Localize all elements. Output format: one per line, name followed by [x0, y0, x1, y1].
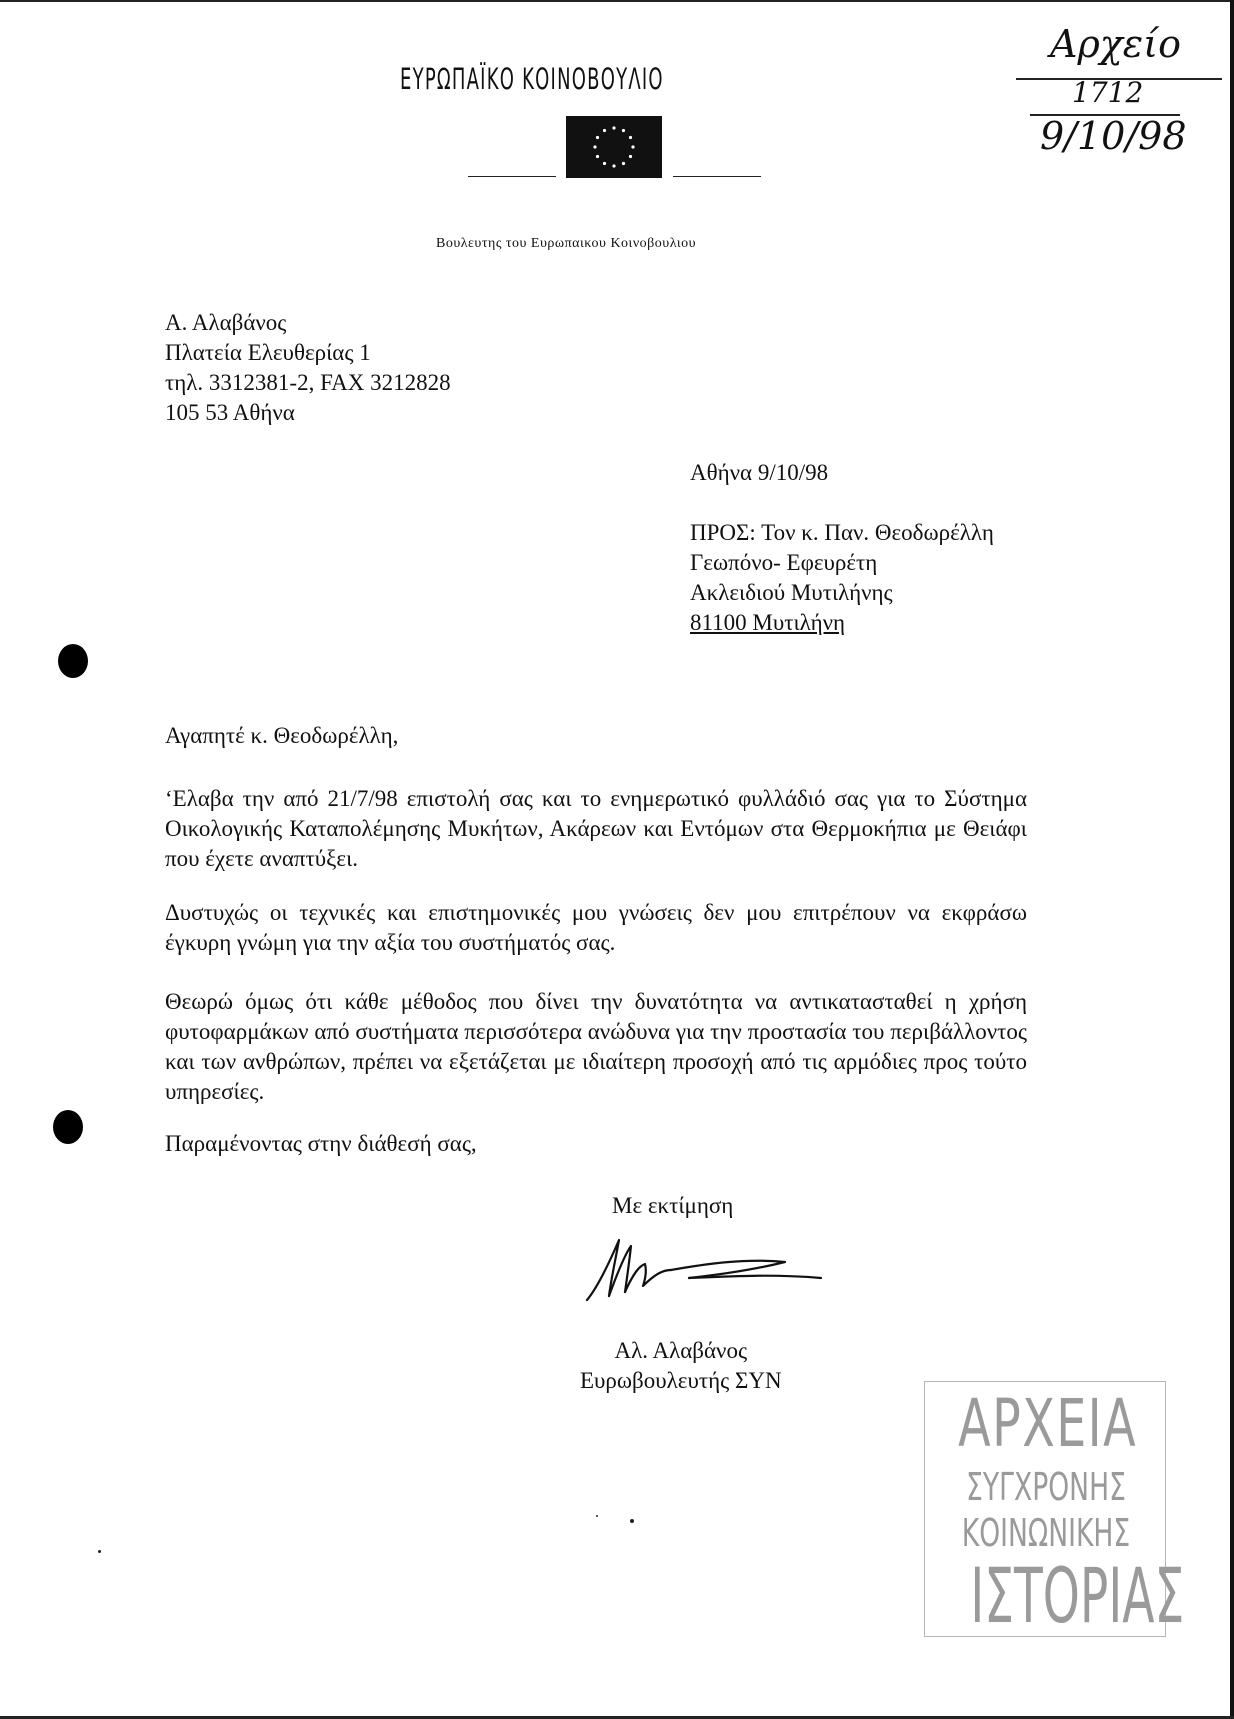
letterhead-subtitle: Βουλευτης του Ευρωπαικου Κοινοβουλιου — [436, 236, 697, 251]
sender-address — [165, 308, 451, 428]
recipient-line: ΠΡΟΣ: Τον κ. Παν. Θεοδωρέλλη — [690, 520, 994, 545]
recipient-line: Γεωπόνο- Εφευρέτη — [690, 550, 878, 575]
signer-block — [580, 1336, 782, 1396]
handwritten-signature — [585, 1228, 835, 1308]
recipient-line: Ακλειδιού Μυτιλήνης — [690, 580, 893, 605]
scan-speck — [630, 1519, 634, 1523]
archive-note-word: Αρχείο — [1050, 22, 1181, 66]
punch-hole — [53, 1110, 83, 1144]
letter-date: Αθήνα 9/10/98 — [690, 460, 829, 485]
body-paragraph: ‘Ελαβα την από 21/7/98 επιστολή σας και το ενημερωτικό φυλλάδιό σας για το Σύστημα Οικολογικής Καταπολέμησης Μυκήτων, Ακάρεων και Εντόμων στα Θερμοκήπια με Θειάφι που έχετε αναπτύξει. — [165, 786, 1027, 871]
recipient-postal-line: 81100 Μυτιλήνη — [690, 610, 846, 635]
eu-flag-icon — [566, 116, 662, 178]
handwritten-archive-note — [1010, 22, 1220, 162]
letterhead-institution: ΕΥΡΩΠΑΪΚΟ ΚΟΙΝΟΒΟΥΛΙΟ — [400, 62, 664, 96]
sender-line: Πλατεία Ελευθερίας 1 — [165, 340, 371, 365]
body-paragraph: Δυστυχώς οι τεχνικές και επιστημονικές μου γνώσεις δεν μου επιτρέπουν να εκφράσω έγκυρη γνώμη για την αξία του συστήματός σας. — [165, 900, 1027, 955]
archive-watermark-stamp — [924, 1381, 1185, 1640]
salutation: Αγαπητέ κ. Θεοδωρέλλη, — [165, 723, 399, 748]
stamp-line: ΙΣΤΟΡΙΑΣ — [970, 1551, 1185, 1640]
stamp-line: ΚΟΙΝΩΝΙΚΗΣ — [961, 1511, 1131, 1555]
sender-line: Α. Αλαβάνος — [165, 310, 287, 335]
regards: Με εκτίμηση — [612, 1193, 734, 1218]
scan-edge-right — [1230, 0, 1234, 1719]
sender-line: τηλ. 3312381-2, FAX 3212828 — [165, 370, 451, 395]
sender-line: 105 53 Αθήνα — [165, 400, 295, 425]
closing-line: Παραμένοντας στην διάθεσή σας, — [165, 1131, 477, 1156]
archive-note-number: 1712 — [1072, 76, 1144, 109]
scan-edge-top — [0, 0, 1234, 2]
punch-hole — [58, 644, 88, 678]
stamp-line: ΣΥΓΧΡΟΝΗΣ — [966, 1465, 1126, 1509]
scan-speck — [596, 1515, 598, 1517]
letterhead-rule-right — [673, 176, 761, 177]
archive-note-date: 9/10/98 — [1040, 114, 1187, 158]
body-paragraph: Θεωρώ όμως ότι κάθε μέθοδος που δίνει την δυνατότητα να αντικατασταθεί η χρήση φυτοφαρμάκων από συστήματα περισσότερα ανώδυνα για την προστασία του περιβάλλοντος και των ανθρώπων, πρέπει να εξετάζεται με ιδιαίτερη προσοχή από τις αρμόδιες προς τούτο υπηρεσίες. — [165, 989, 1027, 1104]
signer-name: Αλ. Αλαβάνος — [614, 1338, 748, 1363]
letterhead-rule-left — [468, 176, 556, 177]
recipient-address — [690, 518, 994, 638]
stamp-line: ΑΡΧΕΙΑ — [958, 1385, 1138, 1462]
scan-speck — [98, 1550, 101, 1553]
signer-title: Ευρωβουλευτής ΣΥΝ — [580, 1368, 782, 1393]
